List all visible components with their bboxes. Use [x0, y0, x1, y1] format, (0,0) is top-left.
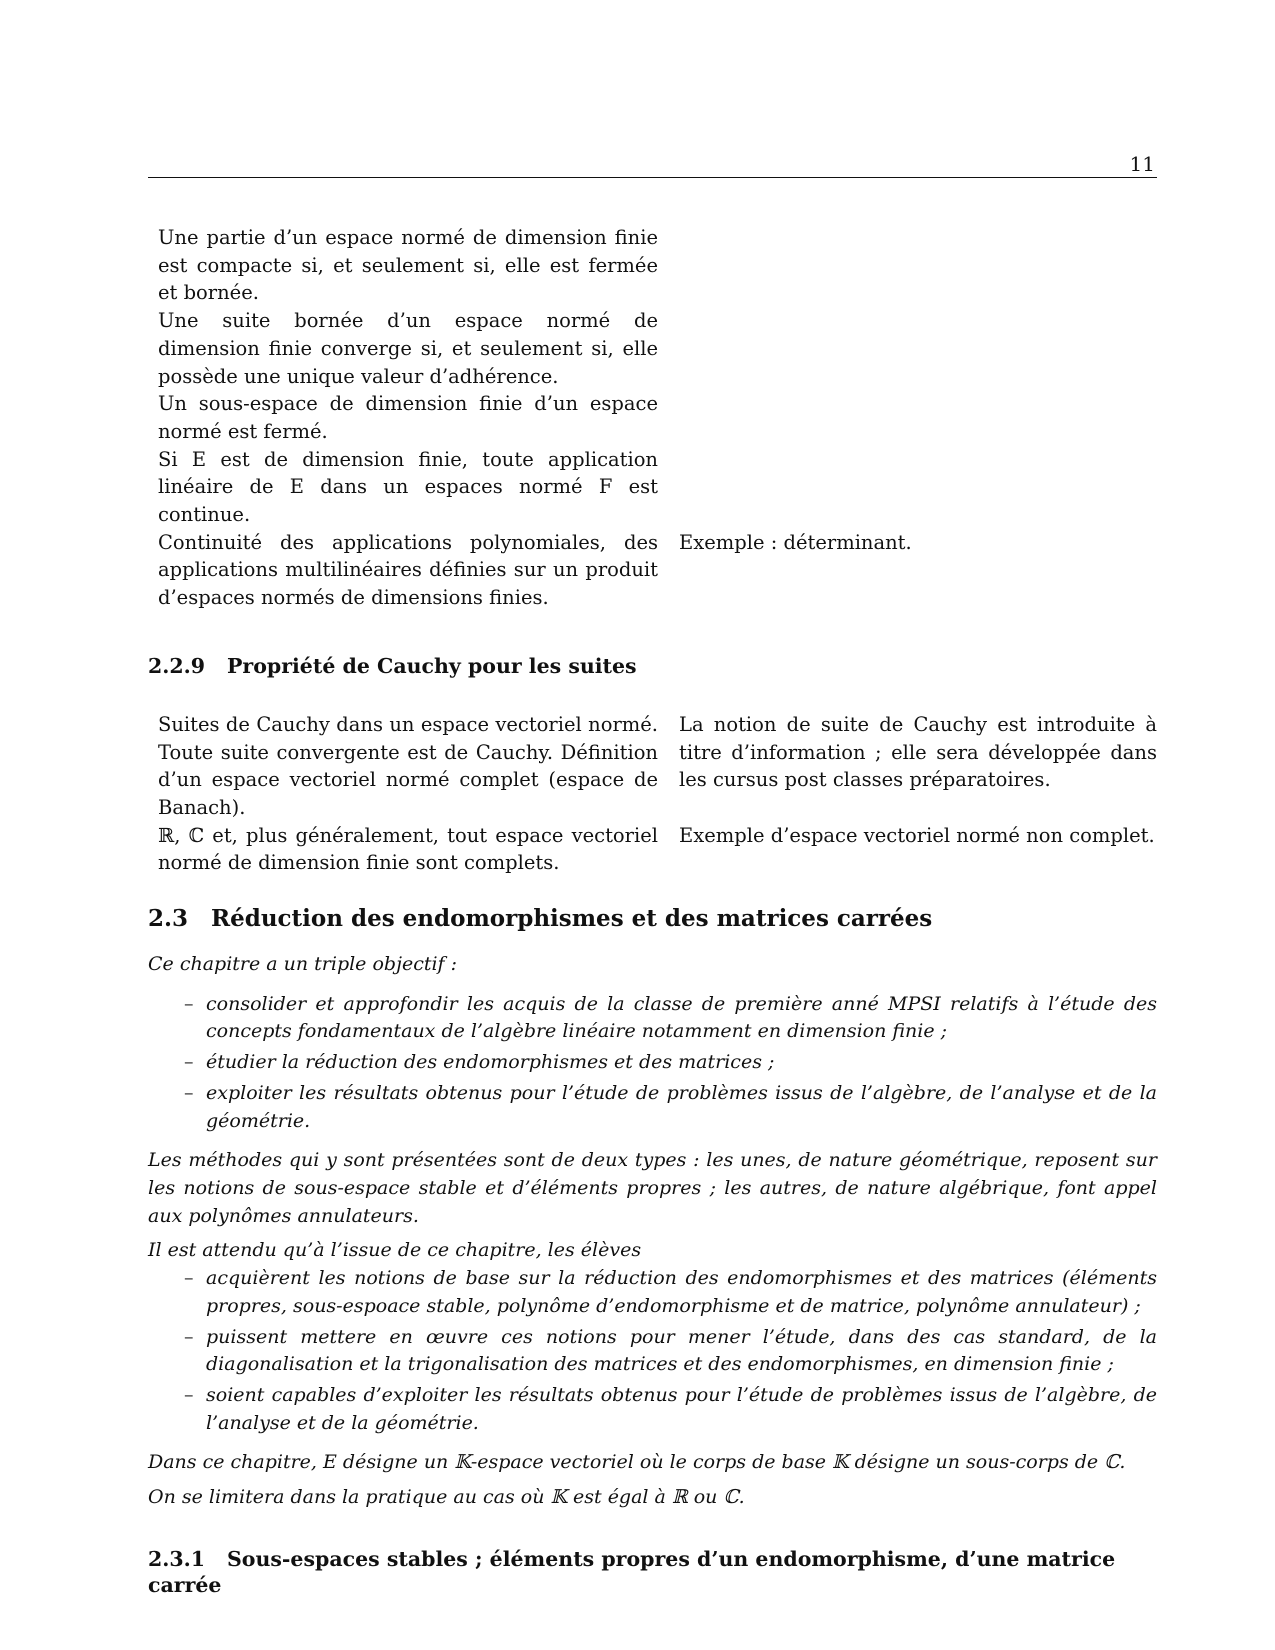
comment-paragraph: Exemple d’espace vectoriel normé non complet. [679, 823, 1155, 847]
program-content-cell [158, 822, 658, 877]
list-item-text: soient capables d’exploiter les résultats obtenus pour l’étude de problèmes issus de l’algèbre, de l’analyse et de la géométrie. [206, 1383, 1157, 1434]
header-rule [148, 177, 1157, 178]
list-item-text: étudier la réduction des endomorphismes et des matrices ; [206, 1051, 775, 1074]
page-number: 11 [1129, 152, 1155, 176]
section-heading-2-3 [148, 905, 1157, 933]
program-comment-cell [679, 529, 1157, 612]
content-paragraph: Suites de Cauchy dans un espace vectoriel normé. Toute suite convergente est de Cauchy. Définition d’un espace vectoriel normé complet (espace de Banach). [158, 712, 658, 819]
expected-intro [148, 1237, 1157, 1265]
comment-paragraph: Exemple : déterminant. [679, 530, 912, 554]
section-intro [148, 951, 1157, 979]
dash-bullet-icon: – [184, 1267, 194, 1290]
dash-bullet-icon: – [184, 1081, 194, 1104]
expected-intro-text: Il est attendu qu’à l’issue de ce chapitre, les élèves [148, 1239, 642, 1262]
content-paragraph: Un sous-espace de dimension finie d’un espace normé est fermé. [158, 392, 658, 443]
content-paragraph: ℝ, ℂ et, plus généralement, tout espace vectoriel normé de dimension finie sont complets. [158, 823, 658, 875]
program-row [148, 529, 1157, 612]
dash-bullet-icon: – [184, 1325, 194, 1348]
list-item [148, 1049, 1157, 1077]
subsection-heading-2-2-9 [148, 653, 1157, 679]
program-content-cell [158, 224, 658, 529]
content-paragraph: Continuité des applications polynomiales, des applications multilinéaires définies sur un produit d’espaces normés de dimensions finies. [158, 530, 658, 610]
subsection-heading-2-3-1 [148, 1546, 1157, 1598]
list-item-text: puissent mettere en œuvre ces notions pour mener l’étude, dans des cas standard, de la diagonalisation et la trigonalisation des matrices et des endomorphismes, en dimension finie ; [206, 1325, 1157, 1376]
list-item [148, 1382, 1157, 1437]
program-comment-cell [679, 224, 1157, 529]
content-paragraph: Si E est de dimension finie, toute application linéaire de E dans un espaces normé F est continue. [158, 447, 658, 527]
subsection-title: Sous-espaces stables ; éléments propres d’un endomorphisme, d’une matrice carrée [148, 1546, 1116, 1597]
program-comment-cell [679, 711, 1157, 822]
list-item [148, 1265, 1157, 1320]
list-item-text: consolider et approfondir les acquis de la classe de première anné MPSI relatifs à l’étude des concepts fondamentaux de l’algèbre linéaire notamment en dimension finie ; [206, 992, 1157, 1043]
methods-paragraph [148, 1147, 1157, 1230]
objectives-list [148, 991, 1157, 1136]
section-number: 2.3 [148, 905, 189, 933]
page-content [148, 224, 1157, 1630]
program-comment-cell [679, 822, 1157, 877]
section-title: Réduction des endomorphismes et des matrices carrées [211, 905, 933, 933]
program-content-cell [158, 529, 658, 612]
subsection-number: 2.2.9 [148, 653, 206, 678]
list-item-text: acquièrent les notions de base sur la réduction des endomorphismes et des matrices (éléments propres, sous-espoace stable, polynôme d’endomorphisme et de matrice, polynôme annulateur) ; [206, 1267, 1157, 1317]
program-row [148, 711, 1157, 822]
dash-bullet-icon: – [184, 1051, 194, 1074]
expected-list [148, 1265, 1157, 1437]
list-item-text: exploiter les résultats obtenus pour l’étude de problèmes issus de l’algèbre, de l’analyse et de la géométrie. [206, 1081, 1157, 1132]
limit-note [148, 1484, 1157, 1512]
field-note [148, 1449, 1157, 1477]
list-item [148, 1080, 1157, 1135]
intro-text: Ce chapitre a un triple objectif : [148, 953, 458, 976]
methods-text: Les méthodes qui y sont présentées sont de deux types : les unes, de nature géométrique, reposent sur les notions de sous-espace stable et d’éléments propres ; les autres, de nature algébrique, font appel aux polynômes annulateurs. [148, 1149, 1157, 1227]
comment-paragraph: La notion de suite de Cauchy est introduite à titre d’information ; elle sera développée dans les cursus post classes préparatoires. [679, 712, 1157, 792]
list-item [148, 1324, 1157, 1379]
program-content-cell [158, 711, 658, 822]
dash-bullet-icon: – [184, 1383, 194, 1406]
limit-note-text: On se limitera dans la pratique au cas où 𝕂 est égal à ℝ ou ℂ. [148, 1486, 745, 1509]
content-paragraph: Une partie d’un espace normé de dimension finie est compacte si, et seulement si, elle est fermée et bornée. [158, 226, 658, 305]
content-paragraph: Une suite bornée d’un espace normé de dimension finie converge si, et seulement si, elle possède une unique valeur d’adhérence. [158, 309, 658, 388]
program-row [148, 822, 1157, 877]
subsection-title: Propriété de Cauchy pour les suites [227, 653, 637, 678]
list-item [148, 991, 1157, 1046]
subsection-number: 2.3.1 [148, 1546, 206, 1571]
field-note-text: Dans ce chapitre, E désigne un 𝕂-espace vectoriel où le corps de base 𝕂 désigne un sous-corps de ℂ. [148, 1451, 1126, 1474]
dash-bullet-icon: – [184, 992, 194, 1015]
program-row [148, 224, 1157, 529]
